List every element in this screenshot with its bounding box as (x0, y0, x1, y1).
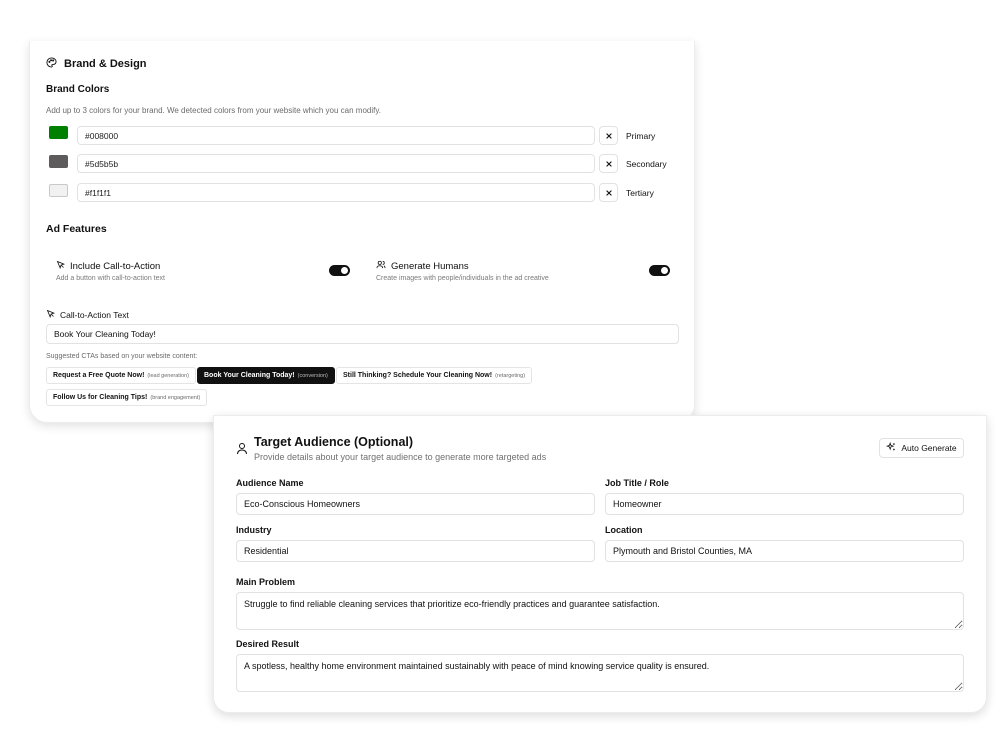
color-hex-input-secondary[interactable] (77, 154, 595, 173)
color-swatch-tertiary[interactable] (49, 184, 68, 197)
sparkles-icon (886, 442, 896, 454)
color-row-secondary (46, 155, 68, 168)
audience-name-label: Audience Name (236, 478, 304, 488)
chip-label: Follow Us for Cleaning Tips! (53, 394, 148, 401)
color-row-primary (46, 126, 68, 139)
users-icon (376, 260, 386, 272)
feature-humans-title-row (376, 260, 549, 272)
remove-color-button-secondary[interactable] (599, 154, 618, 173)
cta-text-label-row (46, 309, 129, 320)
close-icon (605, 155, 613, 173)
cta-text-input[interactable] (46, 324, 679, 344)
chip-label: Still Thinking? Schedule Your Cleaning Now! (343, 372, 493, 379)
chip-tag: (conversion) (297, 372, 328, 379)
close-icon (605, 127, 613, 145)
cursor-click-icon (46, 309, 55, 320)
feature-humans-title: Generate Humans (391, 260, 469, 272)
color-hex-input-primary[interactable] (77, 126, 595, 145)
cta-text-label: Call-to-Action Text (60, 309, 129, 320)
feature-cta-description: Add a button with call-to-action text (56, 275, 165, 282)
feature-humans-description: Create images with people/individuals in the ad creative (376, 275, 549, 282)
chip-label: Book Your Cleaning Today! (204, 372, 295, 379)
brand-design-card (29, 41, 695, 423)
palette-icon (46, 55, 57, 73)
feature-humans (376, 260, 549, 282)
toggle-knob (341, 267, 348, 274)
chip-label: Request a Free Quote Now! (53, 372, 145, 379)
main-problem-label: Main Problem (236, 577, 296, 587)
main-problem-textarea[interactable] (236, 592, 964, 630)
target-audience-card (213, 415, 987, 713)
color-role-primary: Primary (626, 131, 656, 141)
location-input[interactable] (605, 540, 964, 562)
user-icon (236, 442, 248, 460)
color-swatch-secondary[interactable] (49, 155, 68, 168)
target-audience-subtitle: Provide details about your target audience to generate more targeted ads (254, 452, 547, 462)
feature-cta-title: Include Call-to-Action (70, 260, 161, 272)
brand-colors-help: Add up to 3 colors for your brand. We detected colors from your website which you can modify. (46, 106, 381, 115)
suggested-ctas-label: Suggested CTAs based on your website content: (46, 353, 198, 360)
color-role-tertiary: Tertiary (626, 188, 654, 198)
industry-input[interactable] (236, 540, 595, 562)
generate-humans-toggle[interactable] (649, 265, 670, 276)
auto-generate-button[interactable] (879, 438, 964, 458)
color-row-tertiary (46, 184, 68, 197)
chip-tag: (brand engagement) (150, 394, 201, 401)
brand-design-title: Brand & Design (64, 58, 147, 70)
desired-result-textarea[interactable] (236, 654, 964, 692)
color-hex-input-tertiary[interactable] (77, 183, 595, 202)
close-icon (605, 184, 613, 202)
target-audience-title: Target Audience (Optional) (254, 435, 414, 449)
color-role-secondary: Secondary (626, 159, 667, 169)
industry-label: Industry (236, 525, 272, 535)
brand-colors-heading: Brand Colors (46, 84, 110, 95)
ad-features-heading: Ad Features (46, 223, 107, 235)
desired-result-label: Desired Result (236, 639, 300, 649)
brand-design-header (46, 55, 147, 73)
cta-suggestion-chip[interactable] (46, 367, 196, 384)
feature-cta (56, 260, 165, 282)
remove-color-button-primary[interactable] (599, 126, 618, 145)
cursor-click-icon (56, 260, 65, 272)
cta-suggestion-chip[interactable] (336, 367, 532, 384)
target-audience-header (254, 435, 546, 462)
cta-suggestion-chip-selected[interactable] (197, 367, 335, 384)
cta-suggestion-chip[interactable] (46, 389, 207, 406)
chip-tag: (lead generation) (147, 372, 189, 379)
audience-name-input[interactable] (236, 493, 595, 515)
chip-tag: (retargeting) (495, 372, 526, 379)
job-title-label: Job Title / Role (605, 478, 669, 488)
remove-color-button-tertiary[interactable] (599, 183, 618, 202)
auto-generate-label: Auto Generate (901, 443, 957, 453)
location-label: Location (605, 525, 643, 535)
job-title-input[interactable] (605, 493, 964, 515)
toggle-knob (661, 267, 668, 274)
feature-cta-title-row (56, 260, 165, 272)
cta-toggle[interactable] (329, 265, 350, 276)
color-swatch-primary[interactable] (49, 126, 68, 139)
